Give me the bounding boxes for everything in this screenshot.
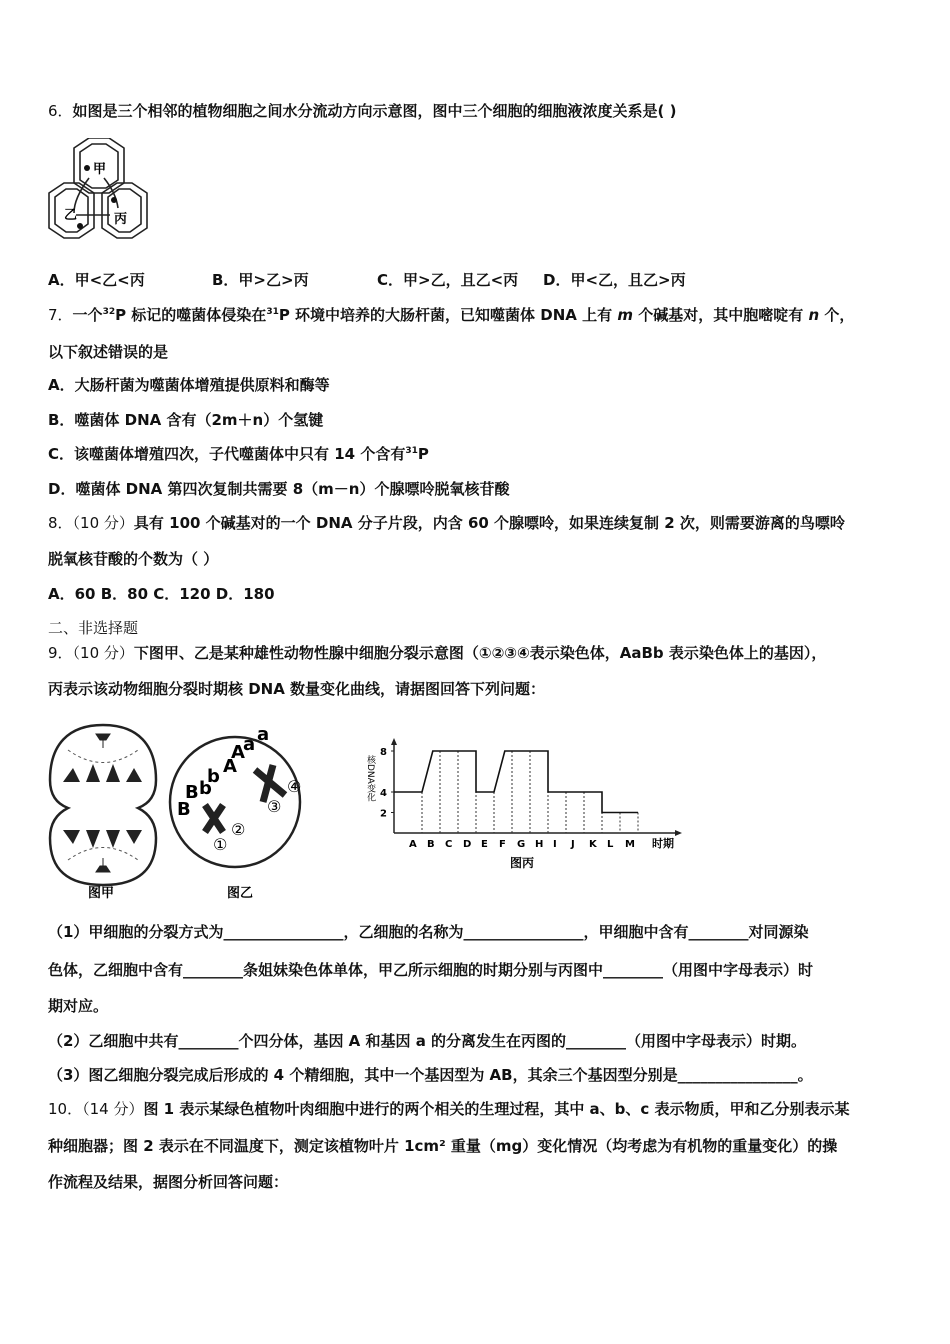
fig-jia-label: 图甲 bbox=[88, 886, 115, 900]
gene-label: B bbox=[177, 799, 191, 820]
q8-stem: 8．（10 分）具有 100 个碱基对的一个 DNA 分子片段，内含 60 个腺嘌呤，如果连续复制 2 次，则需要游离的鸟嘌呤 bbox=[48, 514, 845, 532]
chart-category-label: C bbox=[445, 839, 453, 850]
chart-series-line bbox=[394, 751, 638, 813]
chart-category-label: D bbox=[463, 839, 472, 850]
chart-category-label: H bbox=[535, 839, 544, 850]
q9-stem-line2: 丙表示该动物细胞分裂时期核 DNA 数量变化曲线，请据图回答下列问题： bbox=[48, 680, 546, 698]
q9-part3: （3）图乙细胞分裂完成后形成的 4 个精细胞，其中一个基因型为 AB，其余三个基因型分别是________________。 bbox=[48, 1066, 813, 1084]
gene-label: A bbox=[223, 756, 237, 777]
gene-label: a bbox=[243, 734, 256, 755]
q10-stem-line2: 种细胞器；图 2 表示在不同温度下，测定该植物叶片 1cm² 重量（mg）变化情况（均考虑为有机物的重量变化）的操 bbox=[48, 1137, 838, 1155]
q9-part1-line1: （1）甲细胞的分裂方式为________________，乙细胞的名称为________________，甲细胞中含有________对同源染 bbox=[48, 923, 809, 941]
chart-category-label: F bbox=[499, 839, 506, 850]
q6-cell-figure bbox=[44, 138, 154, 243]
gene-label: b bbox=[207, 766, 220, 787]
chart-category-label: K bbox=[589, 839, 597, 850]
fig-yi bbox=[165, 720, 315, 900]
q8-stem-line2: 脱氧核苷酸的个数为（ ） bbox=[48, 550, 219, 568]
q6-option-b: B．甲>乙>丙 bbox=[212, 271, 309, 289]
cell-bing-label: 丙 bbox=[114, 212, 128, 227]
chart-category-label: L bbox=[607, 839, 614, 850]
fig-bing-chart bbox=[362, 733, 692, 873]
gene-label: a bbox=[257, 724, 270, 745]
cell-jia-label: 甲 bbox=[93, 162, 107, 177]
q7-option-d: D．噬菌体 DNA 第四次复制共需要 8（m－n）个腺嘌呤脱氧核苷酸 bbox=[48, 480, 510, 498]
chromosome-label: ③ bbox=[267, 797, 282, 816]
q9-part2: （2）乙细胞中共有________个四分体，基因 A 和基因 a 的分离发生在丙图的________（用图中字母表示）时期。 bbox=[48, 1032, 807, 1050]
chart-category-label: B bbox=[427, 839, 435, 850]
chart-ytick-label: 2 bbox=[380, 808, 387, 820]
chart-ylabel: 核DNA变化 bbox=[365, 755, 375, 802]
q7-option-b: B．噬菌体 DNA 含有（2m＋n）个氢键 bbox=[48, 411, 324, 429]
q6-option-d: D．甲<乙，且乙>丙 bbox=[543, 271, 686, 289]
fig-yi-label: 图乙 bbox=[227, 886, 254, 900]
chromosome-label: ④ bbox=[287, 777, 302, 796]
gene-label: B bbox=[185, 782, 199, 803]
cell-yi-label: 乙 bbox=[64, 208, 78, 223]
q6-stem: 6．如图是三个相邻的植物细胞之间水分流动方向示意图，图中三个细胞的细胞液浓度关系是( ) bbox=[48, 102, 677, 120]
chart-category-label: M bbox=[625, 839, 635, 850]
gene-label: b bbox=[199, 778, 212, 799]
q7-stem-line2: 以下叙述错误的是 bbox=[48, 343, 169, 361]
q10-stem: 10．（14 分）图 1 表示某绿色植物叶肉细胞中进行的两个相关的生理过程，其中 a、b、c 表示物质，甲和乙分别表示某 bbox=[48, 1100, 850, 1118]
q7-stem: 7．一个$^{32}$P 标记的噬菌体侵染在$^{31}$P 环境中培养的大肠杆菌，已知噬菌体 DNA 上有 m 个碱基对，其中胞嘧啶有 n 个， bbox=[48, 306, 855, 324]
chromosome-label: ① bbox=[213, 835, 228, 854]
q6-option-a: A．甲<乙<丙 bbox=[48, 271, 145, 289]
chart-category-label: G bbox=[517, 839, 526, 850]
q9-part1-line3: 期对应。 bbox=[48, 997, 109, 1015]
chromosome-label: ② bbox=[231, 820, 246, 839]
chart-category-label: A bbox=[409, 839, 417, 850]
q9-stem: 9．（10 分）下图甲、乙是某种雄性动物性腺中细胞分裂示意图（①②③④表示染色体，AaBb 表示染色体上的基因）， bbox=[48, 644, 827, 662]
q10-stem-line3: 作流程及结果，据图分析回答问题： bbox=[48, 1173, 289, 1191]
chart-category-label: E bbox=[481, 839, 488, 850]
chart-category-label: J bbox=[571, 839, 575, 850]
chart-title: 图丙 bbox=[510, 856, 535, 870]
chart-category-label: I bbox=[553, 839, 557, 850]
q7-option-c: C．该噬菌体增殖四次，子代噬菌体中只有 14 个含有$^{31}$P bbox=[48, 445, 429, 463]
gene-label: A bbox=[231, 742, 245, 763]
chart-xlabel: 时期 bbox=[652, 837, 674, 850]
fig-jia bbox=[48, 720, 158, 900]
section-title: 二、非选择题 bbox=[48, 619, 139, 637]
q9-part1-line2: 色体，乙细胞中含有________条姐妹染色体单体，甲乙所示细胞的时期分别与丙图中________（用图中字母表示）时 bbox=[48, 961, 814, 979]
q6-option-c: C．甲>乙，且乙<丙 bbox=[377, 271, 519, 289]
q7-option-a: A．大肠杆菌为噬菌体增殖提供原料和酶等 bbox=[48, 376, 330, 394]
q8-options: A．60 B．80 C．120 D．180 bbox=[48, 585, 275, 603]
chart-ytick-label: 4 bbox=[380, 788, 387, 799]
chart-ytick-label: 8 bbox=[380, 747, 387, 758]
